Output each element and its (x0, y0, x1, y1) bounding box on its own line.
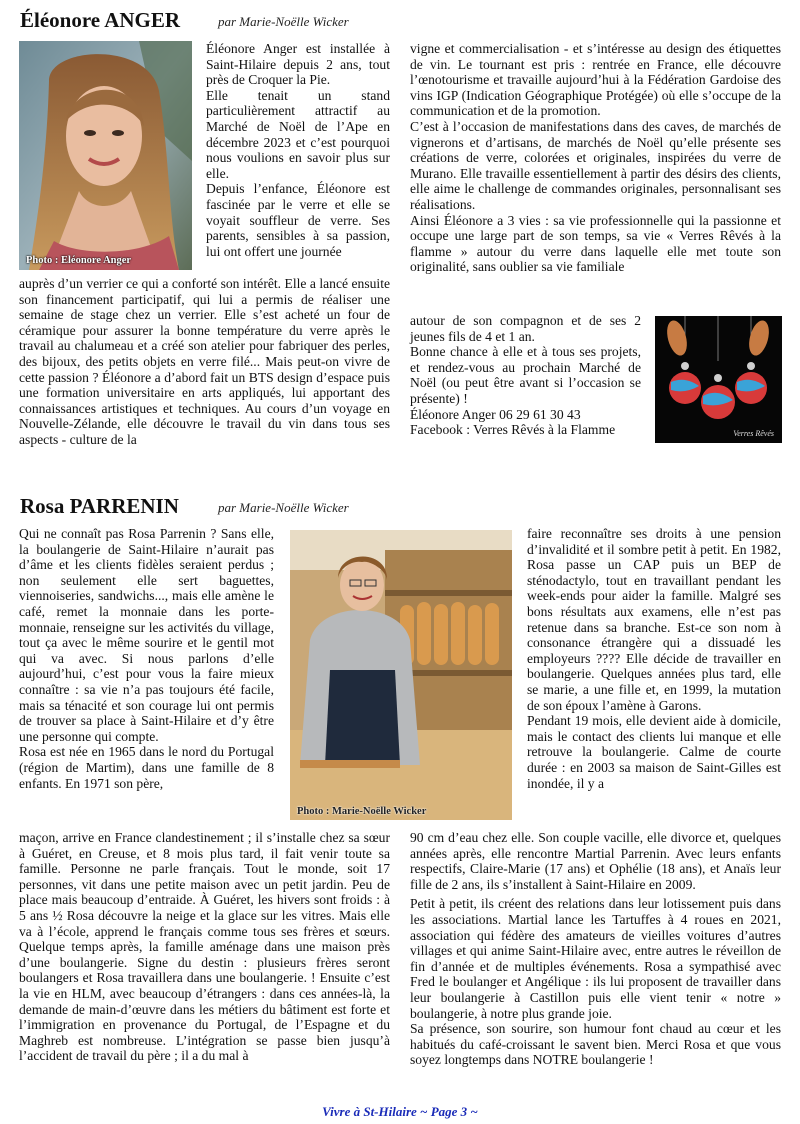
article2-col2-top (527, 526, 781, 791)
paragraph: Elle tenait un stand particulièrement attractif au Marché de Noël de l’Ape en décembre 2023 et c’est pourquoi nous voulions en savoir plus sur elle. (206, 87, 390, 181)
article2-col1-top (19, 526, 274, 791)
article2-byline: par Marie-Noëlle Wicker (218, 500, 349, 515)
article2-col2-body (410, 830, 781, 1068)
paragraph: 90 cm d’eau chez elle. Son couple vacille, elle divorce et, quelques années après, elle rencontre Martial Parrenin. Avec leurs enfants respectifs, Claire-Marie (17 ans) et Ophélie (18 ans), et Anaïs leur fille de 2 ans, ils s’installent à Saint-Hilaire en 2009. (410, 830, 781, 892)
page-footer: Vivre à St-Hilaire ~ Page 3 ~ (322, 1104, 478, 1119)
paragraph: Pendant 19 mois, elle devient aide à domicile, mais le contact des clients lui manque et elle retrouve la boulangerie. Calme de courte durée : en 2003 sa maison de Saint-Gilles est inondée, il y a (527, 713, 781, 791)
paragraph: autour de son compagnon et de ses 2 jeunes fils de 4 et 1 an. (410, 313, 641, 344)
paragraph: Rosa est née en 1965 dans le nord du Portugal (région de Martim), dans une famille de 8 enfants. En 1971 son père, (19, 744, 274, 791)
eleonore-portrait-photo (19, 41, 192, 270)
paragraph: Ainsi Éléonore a 3 vies : sa vie professionnelle qui la passionne et occupe une large part de son temps, sa vie « Verres Rêvés à la flamme » autour du verre dans laquelle elle met toute son originalité, sans oublier sa vie familiale (410, 212, 781, 275)
paragraph: Éléonore Anger est installée à Saint-Hilaire depuis 2 ans, tout près de Croquer la Pie. (206, 41, 390, 88)
paragraph: Qui ne connaît pas Rosa Parrenin ? Sans elle, la boulangerie de Saint-Hilaire n’aurait pas d’âme et les clients fidèles seraient perdus ; non seulement elle sert baguettes, viennoiseries, sandwichs..., mais elle amène le café, remet la monnaie dans les porte-monnaie, renseigne sur les activités du village, tout ça avec le même sourire et le gentil mot qui va avec. Si nous parlons d’elle aujourd’hui, c’est pour vous la faire mieux connaître : sa vie n’a pas toujours été facile, mais sa ténacité et son courage lui ont permis de trouver sa place à Saint-Hilaire et d’y être une personne qui compte. (19, 526, 274, 744)
contact-facebook: Facebook : Verres Rêvés à la Flamme (410, 422, 616, 438)
paragraph: Bonne chance à elle et à tous ses projets, et rendez-vous au prochain Marché de Noël (ou peut être avant si l’occasion se présente) ! (410, 344, 641, 406)
article1-col2-closing (410, 313, 641, 438)
article1-col1-intro (206, 41, 390, 259)
paragraph: Sa présence, son sourire, son humour font chaud au cœur et les habitués du café-croissant le savent bien. Merci Rosa et que vous soyez longtemps dans NOTRE boulangerie ! (410, 1021, 781, 1068)
photo-caption: Photo : Marie-Noëlle Wicker (297, 806, 427, 817)
rosa-bakery-photo (290, 530, 512, 820)
paragraph: Petit à petit, ils créent des relations dans leur lotissement puis dans les associations. Martial lance les Tartuffes à 4 roues en 2021, association qui fédère des amateurs de vieilles voitures d’autres villages et qui anime Saint-Hilaire avec, entre autres le réveillon de fin d’année et de multiples événements. Rosa a sympathisé avec Fred le boulanger et Angélique : ils lui proposent de travailler dans leur boulangerie à Castillon puis elle vient tenir « notre » boulangerie, à notre plus grande joie. (410, 896, 781, 1021)
glass-pendants-photo (655, 316, 782, 443)
paragraph: Depuis l’enfance, Éléonore est fascinée par le verre et elle se voyait souffleur de verre. Ses parents, sensibles à sa passion, lui ont offert une journée (206, 181, 390, 259)
contact-phone: Éléonore Anger 06 29 61 30 43 (410, 406, 581, 422)
paragraph: auprès d’un verrier ce qui a conforté son intérêt. Elle a lancé ensuite son financement participatif, qui lui a permis de réaliser une semaine de stage chez un verrier. Elle s’est acheté un four de céramique pour assurer la bonne température du verre après le travail au chalumeau et a créé son atelier pour fabriquer des perles, des bijoux, des petits objets en verre filé... Mais peut-on vivre de cette passion ? Éléonore a d’abord fait un BTS design d’espace puis une formation universitaire en arts appliqués, lui apportant des connaissances artistiques et techniques. Au cours d’un voyage en Nouvelle-Zélande, elle découvre le travail du vin dans tous ses aspects - culture de la (19, 276, 390, 447)
article1-col1-body (19, 276, 390, 448)
glass-signature: Verres Rêvés (733, 429, 774, 438)
article2-title: Rosa PARRENIN (20, 494, 179, 518)
article1-col2-body (410, 41, 781, 275)
photo-caption: Photo : Eléonore Anger (26, 255, 132, 266)
paragraph: faire reconnaître ses droits à une pension d’invalidité et il sombre petit à petit. En 1982, Rosa passe un CAP puis un BEP de sténodactylo, tout en travaillant pendant les week-ends pour aider la famille. Malgré ses bons résultats aux examens, elle n’est pas retenue dans sa branche. Est-ce son nom à consonance étrangère qui a dissuadé les employeurs ???? Elle décide de travailler en boulangerie. Quelques années plus tard, elle se marie, a une fille et, en 1999, la mutation de son époux l’amène à Garons. (527, 526, 781, 713)
paragraph: vigne et commercialisation - et s’intéresse au design des étiquettes de vin. Le tournant est pris : rentrée en France, elle découvre l’œnotourisme et travaille aujourd’hui à la Fédération Gardoise des vins IGP (Indication Géographique Protégée) où elle s’occupe de la communication et de la promotion. (410, 41, 781, 119)
article1-byline: par Marie-Noëlle Wicker (218, 14, 349, 29)
article1-title: Éléonore ANGER (20, 8, 181, 32)
paragraph: maçon, arrive en France clandestinement ; il s’installe chez sa sœur à Guéret, en Creuse, et 8 mois plus tard, il fait venir toute sa famille. Personne ne parle français. Tout le monde, soit 17 personnes, vit dans une petite maison avec un petit jardin. Peu de place mais beaucoup d’entraide. À Guéret, les hivers sont froids : à 5 ans ½ Rosa découvre la neige et la glace sur les vitres. Mais elle va à l’école, apprend le français comme tous ses frères et sœurs. Quelque temps après, la famille aménage dans une maison près d’une boulangerie. Signe du destin : plusieurs frères seront boulangers et Rosa travaillera dans une boulangerie. ! Ensuite c’est la vie en HLM, avec beaucoup d’étrangers : dans ces années-là, la demande de main-d’œuvre dans les métiers du bâtiment est forte et l’immigration en provenance du Portugal, de l’Espagne et du Maghreb est nombreuse. L’intégration se passe bien jusqu’à l’accident de travail du père ; il a du mal à (19, 830, 390, 1064)
article2-col1-body (19, 830, 390, 1064)
paragraph: C’est à l’occasion de manifestations dans des caves, de marchés de vignerons et d’artisans, de marchés de Noël qu’elle présente ses créations de verre, colorées et originales, inspirées du verre de Murano. Elle travaille essentiellement à partir des désirs des clients, elle aime le challenge de commandes originales, personnalisant ses réalisations. (410, 118, 781, 212)
